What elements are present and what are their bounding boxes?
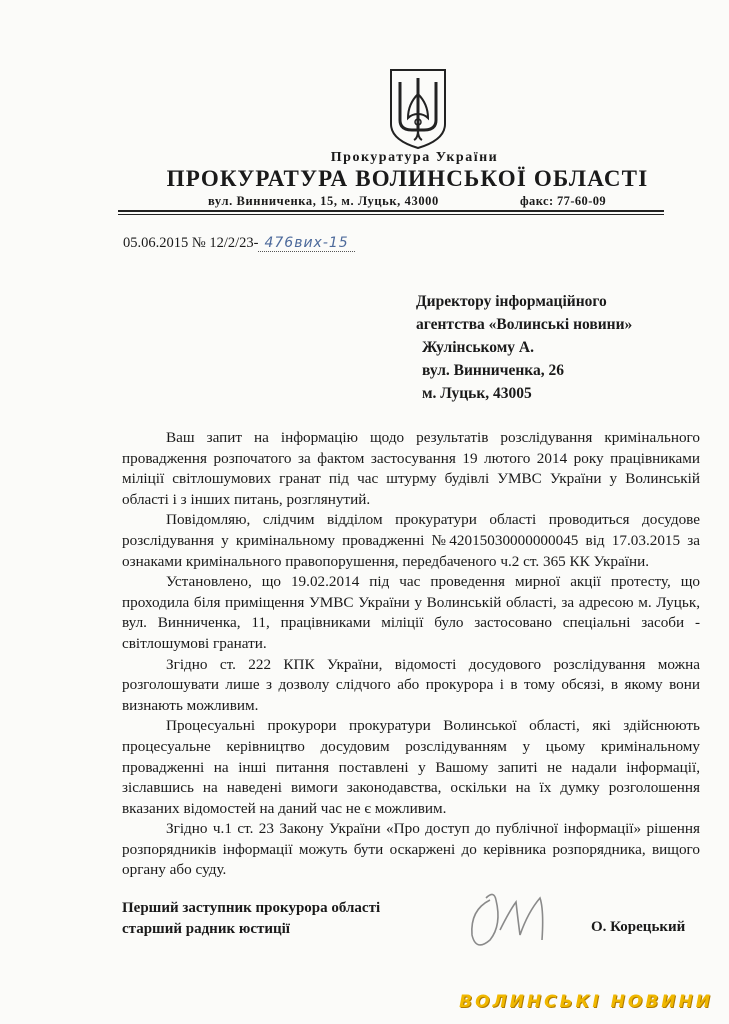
handwritten-number: 476вих-15 [258, 235, 354, 252]
body-paragraph: Установлено, що 19.02.2014 під час проведення мирної акції протесту, що проходила біля приміщення УМВС України у Волинській області, за адресою м. Луцьк, вул. Винниченка, 11, працівниками міліції було застосовано спеціальні засоби - світлошумові гранати. [122, 573, 700, 652]
recipient-block [416, 290, 632, 405]
letterhead-rule [118, 210, 664, 212]
body-paragraph: Згідно ст. 222 КПК України, відомості досудового розслідування можна розголошувати лише з дозволу слідчого або прокурора і в тому обсязі, в якому вони визнають можливим. [122, 655, 700, 714]
body-paragraph: Ваш запит на інформацію щодо результатів розслідування кримінального провадження розпочатого за фактом застосування 19 лютого 2014 року працівниками міліції світлошумових гранат під час штурму будівлі УМВС України у Волинській області і з інших питань, розглянутий. [122, 429, 700, 508]
letter-body [122, 428, 700, 881]
recipient-line: Директору інформаційного [416, 293, 607, 310]
signatory-rank: старший радник юстиції [122, 921, 290, 937]
signatory-name: О. Корецький [591, 919, 686, 935]
body-paragraph: Повідомляю, слідчим відділом прокуратури області проводиться досудове розслідування у кримінальному провадженні №42015030000000045 від 17.03.2015 за ознаками кримінального правопорушення, передбаченого ч.2 ст. 365 КК України. [122, 511, 700, 570]
signatory-position: Перший заступник прокурора області [122, 900, 381, 916]
letterhead-rule-thin [118, 214, 664, 215]
org-subtitle: Прокуратура України [330, 150, 499, 165]
recipient-line: вул. Винниченка, 26 [422, 362, 564, 379]
recipient-line: м. Луцьк, 43005 [422, 385, 532, 402]
recipient-line: Жулінському А. [422, 339, 534, 356]
outgoing-number [123, 235, 355, 252]
tryzub-coat-of-arms-icon [388, 68, 448, 150]
news-agency-watermark: ВОЛИНСЬКІ НОВИНИ [459, 992, 713, 1012]
org-title: ПРОКУРАТУРА ВОЛИНСЬКОЇ ОБЛАСТІ [166, 166, 649, 191]
outgoing-date-number: 05.06.2015 № 12/2/23- [123, 235, 259, 251]
handwritten-signature-icon [460, 880, 570, 960]
recipient-line: агентства «Волинські новини» [416, 316, 633, 333]
org-address: вул. Винниченка, 15, м. Луцьк, 43000 [208, 194, 439, 208]
signatory-title [122, 898, 380, 940]
body-paragraph: Згідно ч.1 ст. 23 Закону України «Про доступ до публічної інформації» рішення розпорядників інформації можуть бути оскаржені до керівника розпорядника, вищого органу або суду. [122, 820, 700, 879]
body-paragraph: Процесуальні прокурори прокуратури Волинської області, які здійснюють процесуальне керівництво досудовим розслідуванням у цьому кримінальному провадженні на інші питання поставлені у Вашому запиті не надали інформації, зіславшись на наведені вимоги законодавства, оскільки на їх думку розголошення вказаних відомостей на даний час не є можливим. [122, 717, 700, 817]
org-fax: факс: 77-60-09 [520, 194, 607, 208]
